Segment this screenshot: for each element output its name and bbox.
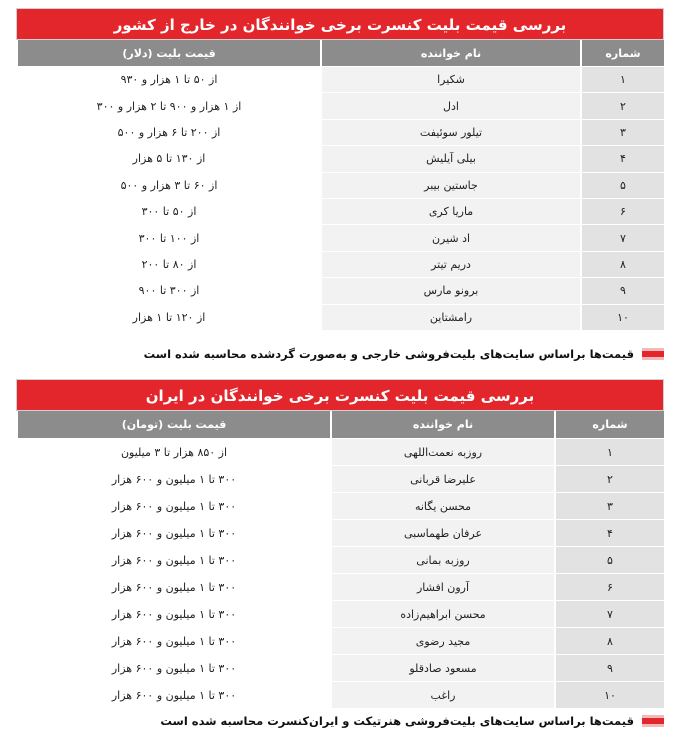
header-ticket-price: قیمت بلیت (تومان) [18,411,330,438]
row-number: ۱۰ [556,682,664,708]
singer-name: عرفان طهماسبی [332,520,554,546]
singer-name: جاستین بیبر [322,173,580,198]
singer-name: مجید رضوی [332,628,554,654]
header-singer-name: نام خواننده [332,411,554,438]
ticket-price: از ۱۳۰ تا ۵ هزار [18,146,320,171]
row-number: ۹ [556,655,664,681]
iran-concert-table [16,379,664,708]
ticket-price: از ۶۰ تا ۳ هزار و ۵۰۰ [18,173,320,198]
row-number: ۷ [582,225,664,250]
ticket-price: ۳۰۰ تا ۱ میلیون و ۶۰۰ هزار [18,466,330,492]
foreign-table-footnote [16,345,664,363]
singer-name: علیرضا قربانی [332,466,554,492]
singer-name: دریم تیتر [322,252,580,277]
header-ticket-price: قیمت بلیت (دلار) [18,40,320,66]
singer-name: بیلی آیلیش [322,146,580,171]
singer-name: روزبه نعمت‌اللهی [332,439,554,465]
row-number: ۴ [582,146,664,171]
singer-name: تیلور سوئیفت [322,120,580,145]
singer-name: مسعود صادقلو [332,655,554,681]
ticket-price: از ۸۰ تا ۲۰۰ [18,252,320,277]
row-number: ۲ [556,466,664,492]
header-number: شماره [582,40,664,66]
ticket-price: ۳۰۰ تا ۱ میلیون و ۶۰۰ هزار [18,574,330,600]
singer-name: راغب [332,682,554,708]
foreign-table-grid [16,40,664,330]
ticket-price: ۳۰۰ تا ۱ میلیون و ۶۰۰ هزار [18,493,330,519]
row-number: ۲ [582,93,664,118]
ticket-price: ۳۰۰ تا ۱ میلیون و ۶۰۰ هزار [18,520,330,546]
row-number: ۵ [556,547,664,573]
row-number: ۳ [556,493,664,519]
singer-name: اد شیرن [322,225,580,250]
row-number: ۸ [556,628,664,654]
iran-table-title: بررسی قیمت بلیت کنسرت برخی خوانندگان در ایران [16,379,664,411]
singer-name: رامشتاین [322,305,580,330]
singer-name: آرون افشار [332,574,554,600]
foreign-table-title: بررسی قیمت بلیت کنسرت برخی خوانندگان در خارج از کشور [16,8,664,40]
row-number: ۱ [556,439,664,465]
ticket-price: ۳۰۰ تا ۱ میلیون و ۶۰۰ هزار [18,682,330,708]
row-number: ۶ [556,574,664,600]
red-bar-icon [642,348,664,360]
ticket-price: ۳۰۰ تا ۱ میلیون و ۶۰۰ هزار [18,655,330,681]
singer-name: شکیرا [322,67,580,92]
singer-name: برونو مارس [322,278,580,303]
foreign-concert-table [16,8,664,330]
row-number: ۶ [582,199,664,224]
singer-name: روزبه بمانی [332,547,554,573]
footnote-text: قیمت‌ها براساس سایت‌های بلیت‌فروشی خارجی و به‌صورت گردشده محاسبه شده است [143,347,634,361]
ticket-price: از ۳۰۰ تا ۹۰۰ [18,278,320,303]
singer-name: ماریا کری [322,199,580,224]
singer-name: محسن یگانه [332,493,554,519]
ticket-price: از ۲۰۰ تا ۶ هزار و ۵۰۰ [18,120,320,145]
row-number: ۱۰ [582,305,664,330]
header-singer-name: نام خواننده [322,40,580,66]
ticket-price: از ۱۰۰ تا ۳۰۰ [18,225,320,250]
ticket-price: از ۱۲۰ تا ۱ هزار [18,305,320,330]
row-number: ۸ [582,252,664,277]
ticket-price: ۳۰۰ تا ۱ میلیون و ۶۰۰ هزار [18,601,330,627]
row-number: ۹ [582,278,664,303]
ticket-price: از ۵۰ تا ۱ هزار و ۹۳۰ [18,67,320,92]
row-number: ۳ [582,120,664,145]
ticket-price: ۳۰۰ تا ۱ میلیون و ۶۰۰ هزار [18,628,330,654]
header-number: شماره [556,411,664,438]
iran-table-grid [16,411,664,708]
ticket-price: از ۸۵۰ هزار تا ۳ میلیون [18,439,330,465]
ticket-price: ۳۰۰ تا ۱ میلیون و ۶۰۰ هزار [18,547,330,573]
row-number: ۷ [556,601,664,627]
footnote-text: قیمت‌ها براساس سایت‌های بلیت‌فروشی هنرتیکت و ایران‌کنسرت محاسبه شده است [160,714,634,728]
ticket-price: از ۵۰ تا ۳۰۰ [18,199,320,224]
iran-table-footnote [16,712,664,730]
singer-name: ادل [322,93,580,118]
singer-name: محسن ابراهیم‌زاده [332,601,554,627]
row-number: ۴ [556,520,664,546]
row-number: ۱ [582,67,664,92]
ticket-price: از ۱ هزار و ۹۰۰ تا ۲ هزار و ۳۰۰ [18,93,320,118]
red-bar-icon [642,715,664,727]
row-number: ۵ [582,173,664,198]
